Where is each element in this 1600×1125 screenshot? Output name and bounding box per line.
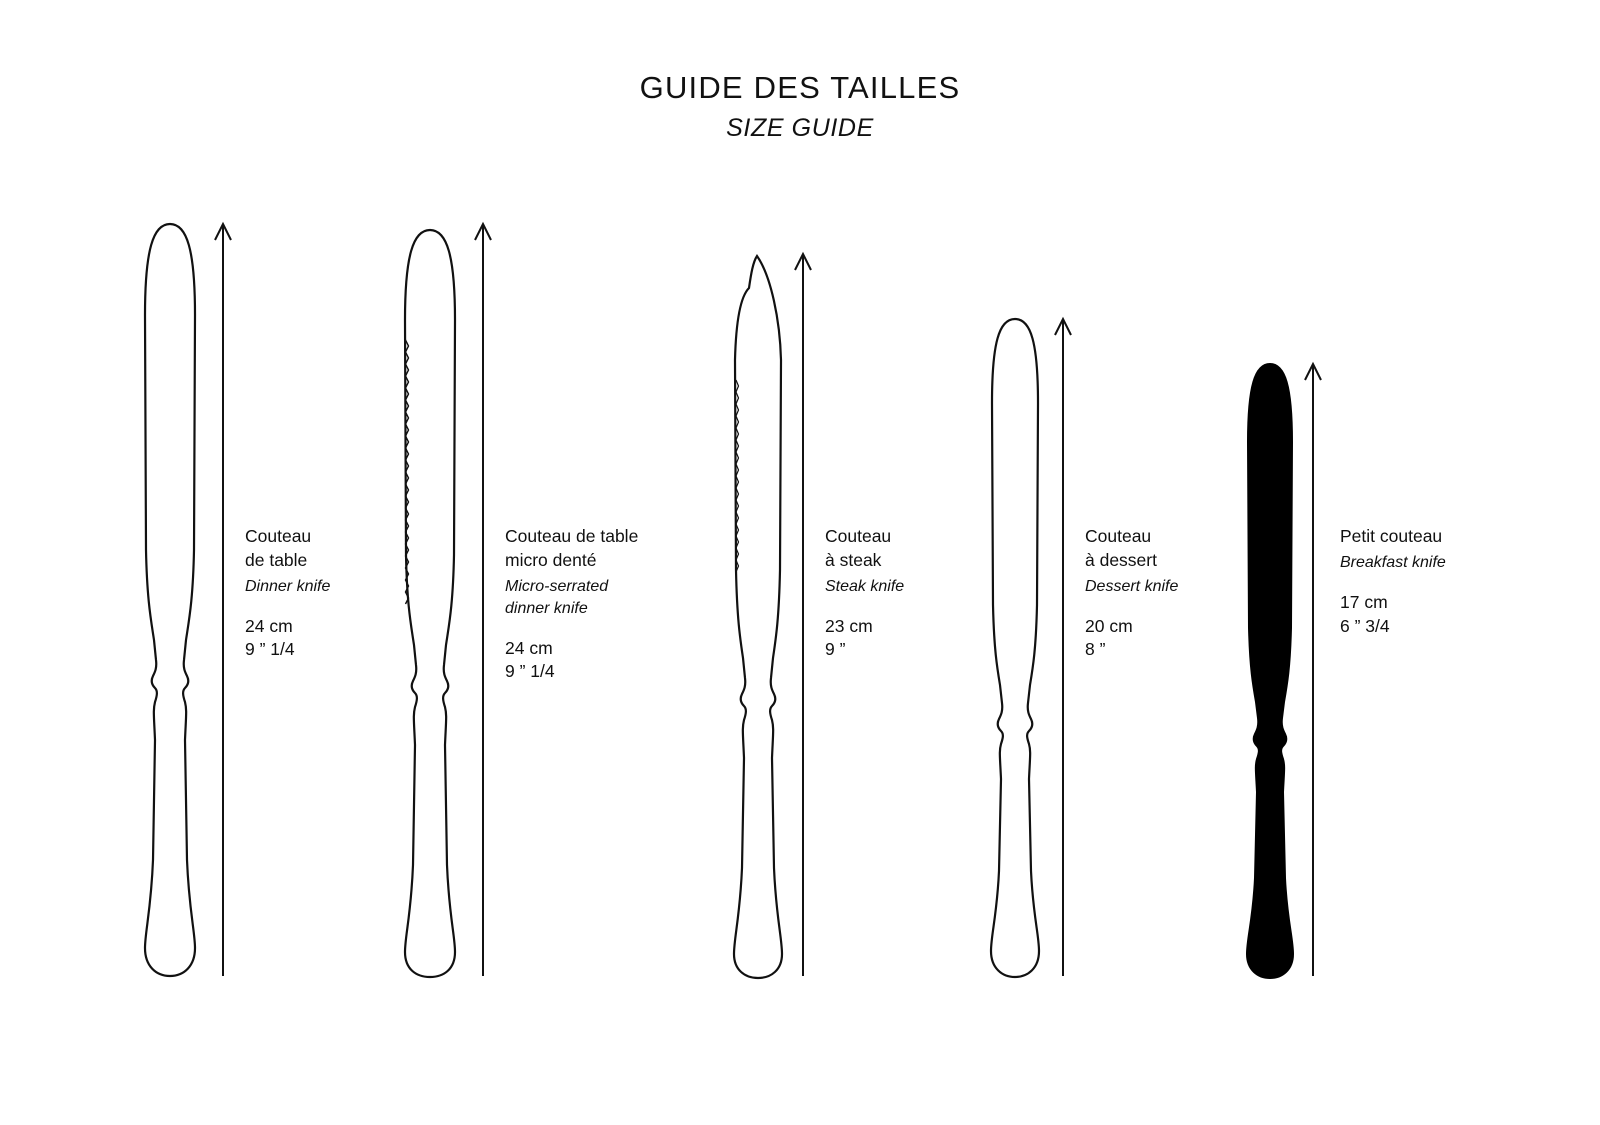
knife-group-micro-serrated: [375, 190, 639, 980]
knife-name-en-line1: Micro-serrated: [505, 577, 609, 595]
knife-name-fr-line1: Couteau: [1085, 526, 1152, 546]
knife-dimensions: [1085, 615, 1178, 662]
knife-name-fr-line1: Couteau: [825, 526, 892, 546]
knife-size-cm: 23 cm: [825, 615, 873, 636]
knife-name-fr-line2: à steak: [825, 549, 882, 570]
knife-shape-dinner: [115, 220, 225, 980]
knife-label-dessert: [1085, 525, 1178, 662]
measure-arrow-dessert: [1050, 315, 1076, 980]
knife-label-dinner: [245, 525, 330, 662]
knife-group-dinner: [115, 190, 345, 980]
knife-size-cm: 24 cm: [505, 637, 553, 658]
knife-size-cm: 17 cm: [1340, 591, 1388, 612]
knife-name-fr-line1: Couteau: [245, 526, 312, 546]
knife-size-in: 8 ”: [1085, 639, 1106, 660]
knife-name-en: Dinner knife: [245, 577, 331, 595]
knife-size-in: 6 ” 3/4: [1340, 615, 1390, 636]
knife-name-fr-line2: micro denté: [505, 549, 597, 570]
knife-dimensions: [1340, 591, 1446, 638]
knife-group-breakfast: [1225, 190, 1525, 980]
measure-arrow-dinner: [210, 220, 236, 980]
knife-name-en-line2: dinner knife: [505, 599, 588, 617]
knife-shape-micro-serrated: [375, 220, 485, 980]
knife-name-fr-line1: Couteau de table: [505, 526, 639, 546]
knife-dimensions: [245, 615, 330, 662]
measure-arrow-steak: [790, 250, 816, 980]
measure-arrow-breakfast: [1300, 360, 1326, 980]
knives-diagram: [0, 190, 1600, 980]
measure-arrow-micro-serrated: [470, 220, 496, 980]
knife-group-dessert: [965, 190, 1195, 980]
title-french: GUIDE DES TAILLES: [639, 70, 961, 105]
knife-name-fr-line2: de table: [245, 549, 308, 570]
knife-size-in: 9 ” 1/4: [505, 661, 555, 682]
knife-name-en: Dessert knife: [1085, 577, 1179, 595]
knife-dimensions: [505, 637, 638, 684]
knife-name-en: Steak knife: [825, 577, 905, 595]
knife-label-micro-serrated: [505, 525, 638, 684]
knife-name-fr-line1: Petit couteau: [1340, 526, 1443, 546]
knife-name-en: Breakfast knife: [1340, 553, 1446, 571]
knife-dimensions: [825, 615, 904, 662]
knife-label-breakfast: [1340, 525, 1446, 638]
title-english: SIZE GUIDE: [726, 113, 874, 142]
page-title: [0, 70, 1600, 143]
knife-name-fr-line2: à dessert: [1085, 549, 1157, 570]
knife-size-in: 9 ”: [825, 639, 846, 660]
knife-size-cm: 20 cm: [1085, 615, 1133, 636]
knife-size-cm: 24 cm: [245, 615, 293, 636]
knife-label-steak: [825, 525, 904, 662]
knife-group-steak: [705, 190, 935, 980]
knife-size-in: 9 ” 1/4: [245, 639, 295, 660]
